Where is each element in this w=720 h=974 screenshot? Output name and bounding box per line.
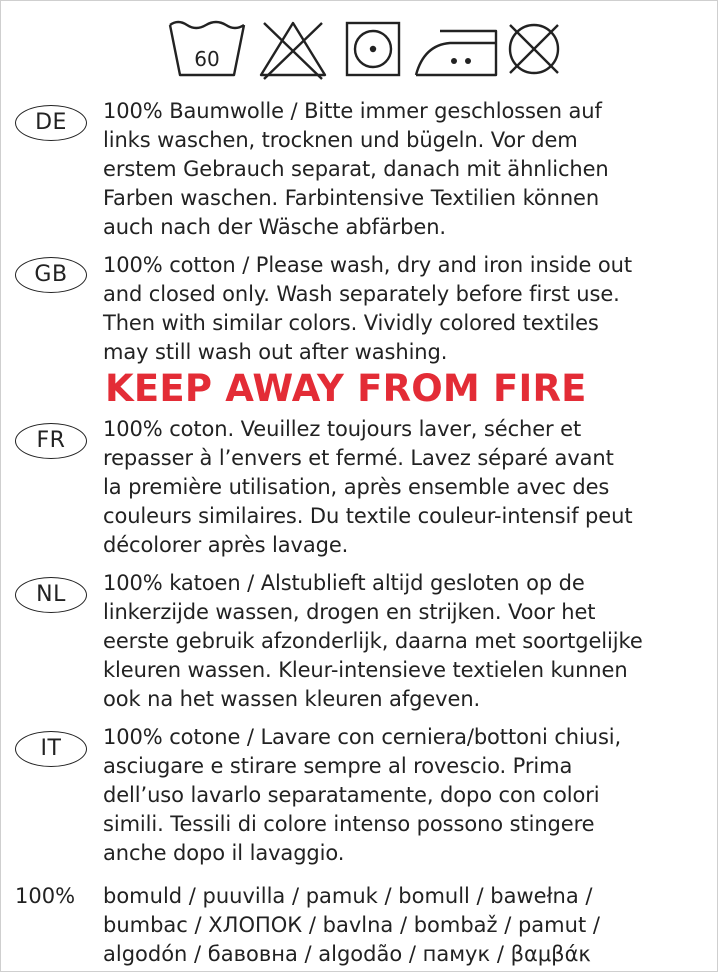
material-line: algodón / бавовна / algodão / памук / βαμβάκ [103, 942, 591, 966]
text-line: anche dopo il lavaggio. [103, 841, 345, 865]
do-not-bleach-icon [256, 17, 330, 81]
material-list [103, 882, 600, 969]
care-text-it [103, 723, 713, 868]
language-code-fr: FR [15, 423, 87, 459]
text-line: ook na het wassen kleuren afgeven. [103, 687, 481, 711]
text-line: décolorer après lavage. [103, 533, 349, 557]
text-line: la première utilisation, après ensemble avec des [103, 475, 610, 499]
text-line: 100% katoen / Alstublieft altijd gesloten op de [103, 571, 585, 595]
text-line: 100% coton. Veuillez toujours laver, sécher et [103, 417, 582, 441]
fire-warning: KEEP AWAY FROM FIRE [105, 367, 587, 410]
text-line: couleurs similaires. Du textile couleur-intensif peut [103, 504, 633, 528]
text-line: kleuren wassen. Kleur-intensieve textielen kunnen [103, 658, 628, 682]
wash-60-icon [166, 17, 248, 81]
care-text-de [103, 97, 713, 242]
text-line: dell’uso lavarlo separatamente, dopo con colori [103, 783, 600, 807]
text-line: eerste gebruik afzonderlijk, daarna met soortgelijke [103, 629, 643, 653]
tumble-dry-low-icon [342, 17, 404, 81]
language-code-nl: NL [15, 577, 87, 613]
material-line: bumbac / ХЛОПОК / bavlna / bombaž / pamut / [103, 913, 600, 937]
text-line: auch nach der Wäsche abfärben. [103, 215, 446, 239]
text-line: 100% cotone / Lavare con cerniera/bottoni chiusi, [103, 725, 622, 749]
text-line: Then with similar colors. Vividly colored textiles [103, 311, 599, 335]
language-code-gb: GB [15, 257, 87, 293]
text-line: linkerzijde wassen, drogen en strijken. Voor het [103, 600, 596, 624]
material-percent: 100% [15, 884, 76, 908]
care-text-gb [103, 251, 713, 367]
text-line: asciugare e stirare sempre al rovescio. Prima [103, 754, 573, 778]
language-code-de: DE [15, 105, 87, 141]
material-line: bomuld / puuvilla / pamuk / bomull / bawełna / [103, 884, 593, 908]
text-line: repasser à l’envers et fermé. Lavez séparé avant [103, 446, 614, 470]
text-line: may still wash out after washing. [103, 340, 448, 364]
text-line: simili. Tessili di colore intenso possono stingere [103, 812, 595, 836]
do-not-dry-clean-icon [502, 17, 566, 81]
iron-medium-icon [410, 17, 502, 81]
care-symbols [166, 17, 566, 89]
text-line: and closed only. Wash separately before first use. [103, 282, 620, 306]
care-text-nl [103, 569, 713, 714]
text-line: links waschen, trocknen und bügeln. Vor dem [103, 128, 578, 152]
text-line: 100% cotton / Please wash, dry and iron inside out [103, 253, 632, 277]
care-text-fr [103, 415, 713, 560]
text-line: 100% Baumwolle / Bitte immer geschlossen auf [103, 99, 602, 123]
language-code-it: IT [15, 731, 87, 767]
text-line: erstem Gebrauch separat, danach mit ähnlichen [103, 157, 609, 181]
wash-temperature: 60 [194, 47, 220, 71]
text-line: Farben waschen. Farbintensive Textilien können [103, 186, 600, 210]
